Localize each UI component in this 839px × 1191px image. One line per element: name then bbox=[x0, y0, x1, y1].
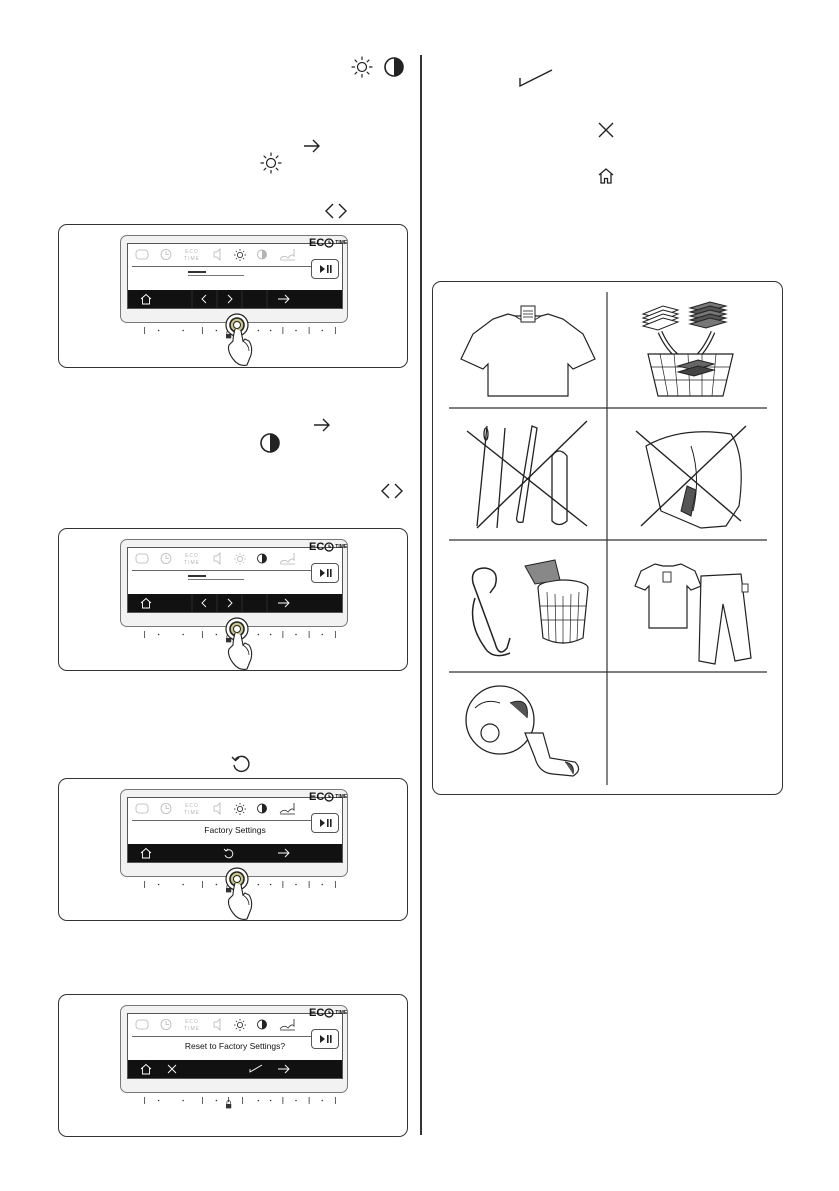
check-pockets-zip-illustration bbox=[621, 416, 766, 534]
display-button-bar bbox=[128, 290, 342, 308]
eco-logo-text: EC bbox=[309, 237, 325, 250]
start-pause-button bbox=[311, 1029, 339, 1049]
eco-logo bbox=[309, 541, 347, 553]
sort-laundry-basket-illustration bbox=[618, 292, 768, 406]
chevrons-left-right-icon bbox=[379, 481, 405, 501]
level-slider bbox=[188, 275, 244, 276]
eco-logo bbox=[309, 1007, 347, 1019]
eco-logo-text: EC bbox=[309, 541, 325, 554]
reset-icon bbox=[230, 752, 252, 774]
start-pause-button bbox=[311, 259, 339, 279]
remove-curtain-hooks-wash-bag-illustration bbox=[455, 548, 603, 668]
arrow-right-icon bbox=[312, 417, 332, 433]
eco-logo-suffix: TIME bbox=[335, 1010, 348, 1017]
svg-text:ECO: ECO bbox=[185, 1019, 199, 1025]
brightness-icon bbox=[350, 56, 374, 78]
home-icon bbox=[596, 166, 616, 186]
contrast-icon bbox=[383, 56, 405, 78]
eco-logo-text: EC bbox=[309, 1007, 325, 1020]
display-button-bar bbox=[128, 594, 342, 612]
preparation-illustrations-table bbox=[432, 281, 783, 795]
control-panel-illustration bbox=[58, 528, 408, 671]
control-panel-illustration bbox=[58, 224, 408, 368]
display-message: Factory Settings bbox=[204, 825, 266, 835]
display-separator bbox=[132, 570, 338, 571]
program-dial-ticks bbox=[129, 1097, 351, 1111]
selector-knob-hand bbox=[219, 615, 259, 671]
chevrons-left-right-icon bbox=[323, 201, 349, 221]
display-separator bbox=[132, 820, 338, 821]
eco-logo-text: EC bbox=[309, 791, 325, 804]
shirt-label-illustration bbox=[453, 294, 603, 404]
control-panel-illustration bbox=[58, 994, 408, 1137]
start-pause-button bbox=[311, 563, 339, 583]
column-divider bbox=[420, 55, 422, 1135]
selector-knob-hand bbox=[219, 311, 259, 367]
care-labels-clothes-illustration bbox=[623, 546, 768, 668]
eco-logo-suffix: TIME bbox=[335, 544, 348, 551]
eco-logo-suffix: TIME bbox=[335, 794, 348, 801]
level-slider-fill bbox=[188, 575, 206, 577]
display-button-bar bbox=[128, 1060, 342, 1078]
eco-logo bbox=[309, 237, 347, 249]
svg-text:TIME: TIME bbox=[184, 560, 200, 566]
level-slider bbox=[188, 579, 244, 580]
control-panel-illustration bbox=[58, 778, 408, 921]
display-separator bbox=[132, 266, 338, 267]
eco-logo-suffix: TIME bbox=[335, 240, 348, 247]
checkmark-icon bbox=[518, 66, 554, 90]
svg-text:TIME: TIME bbox=[184, 1026, 200, 1032]
level-slider-fill bbox=[188, 271, 206, 273]
eco-logo bbox=[309, 791, 347, 803]
svg-text:ECO: ECO bbox=[185, 553, 199, 559]
selector-knob-hand bbox=[219, 865, 259, 921]
start-pause-button bbox=[311, 813, 339, 833]
arrow-right-icon bbox=[302, 138, 322, 154]
brightness-icon bbox=[259, 152, 283, 174]
display-separator bbox=[132, 1036, 338, 1037]
display-message: Reset to Factory Settings? bbox=[184, 1041, 286, 1051]
small-items-net-sock-illustration bbox=[455, 678, 603, 784]
close-icon bbox=[596, 120, 616, 140]
svg-text:TIME: TIME bbox=[184, 256, 200, 262]
display-button-bar bbox=[128, 844, 342, 862]
svg-text:TIME: TIME bbox=[184, 810, 200, 816]
svg-text:ECO: ECO bbox=[185, 249, 199, 255]
svg-text:ECO: ECO bbox=[185, 803, 199, 809]
contrast-icon bbox=[259, 432, 281, 454]
no-pins-needles-illustration bbox=[457, 416, 602, 534]
